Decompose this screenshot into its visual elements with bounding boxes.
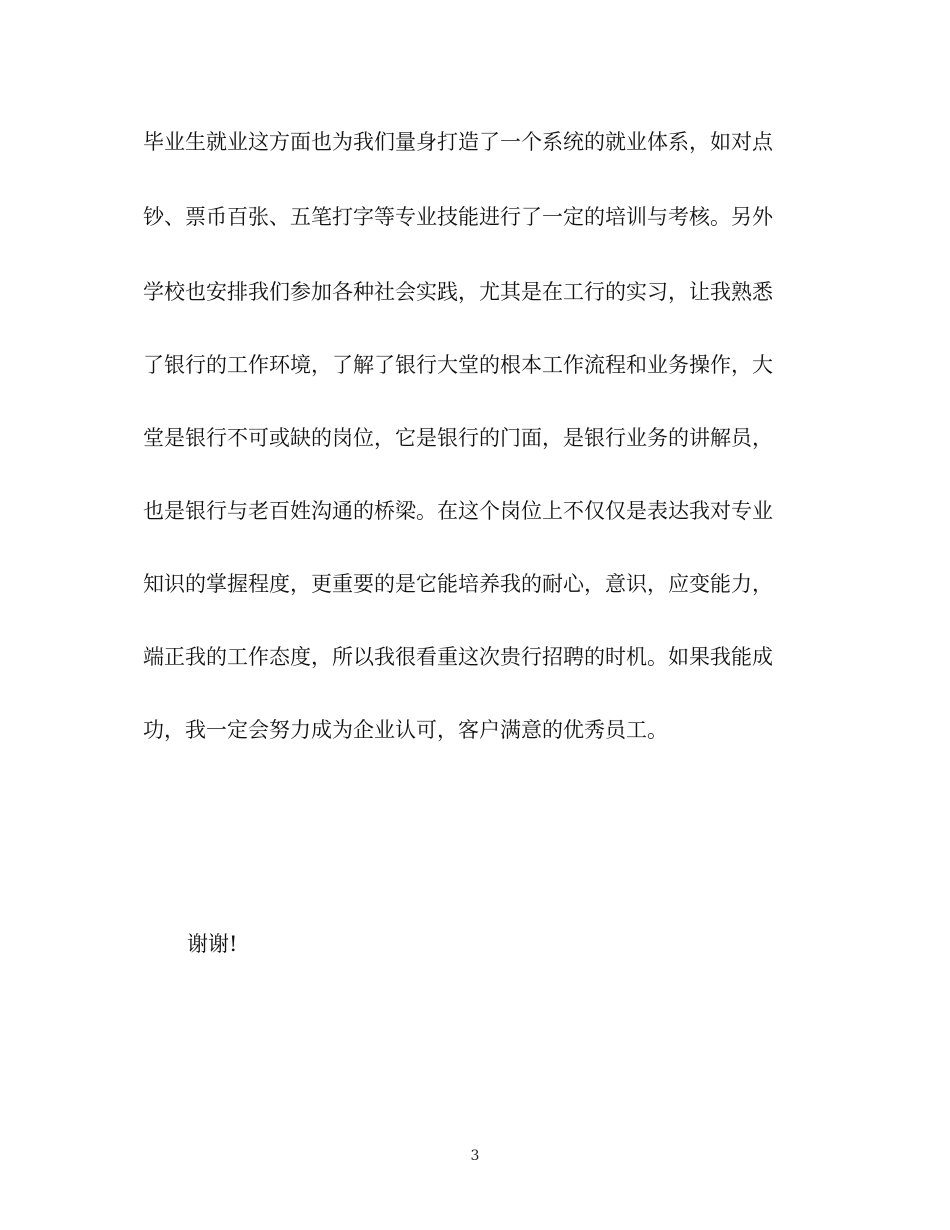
body-line-4: 了银行的工作环境，了解了银行大堂的根本工作流程和业务操作，大: [143, 353, 773, 377]
body-line-7: 知识的掌握程度，更重要的是它能培养我的耐心，意识，应变能力，: [143, 572, 773, 596]
closing-thanks: 谢谢!: [187, 932, 238, 956]
body-line-5: 堂是银行不可或缺的岗位，它是银行的门面，是银行业务的讲解员，: [143, 426, 773, 450]
body-line-2: 钞、票币百张、五笔打字等专业技能进行了一定的培训与考核。另外: [143, 205, 773, 229]
body-line-9: 功，我一定会努力成为企业认可，客户满意的优秀员工。: [143, 718, 668, 742]
body-line-3: 学校也安排我们参加各种社会实践，尤其是在工行的实习，让我熟悉: [143, 280, 773, 304]
body-line-8: 端正我的工作态度，所以我很看重这次贵行招聘的时机。如果我能成: [143, 645, 773, 669]
page-number: 3: [470, 1148, 480, 1164]
body-line-6: 也是银行与老百姓沟通的桥梁。在这个岗位上不仅仅是表达我对专业: [143, 499, 773, 523]
body-line-1: 毕业生就业这方面也为我们量身打造了一个系统的就业体系，如对点: [143, 130, 773, 154]
